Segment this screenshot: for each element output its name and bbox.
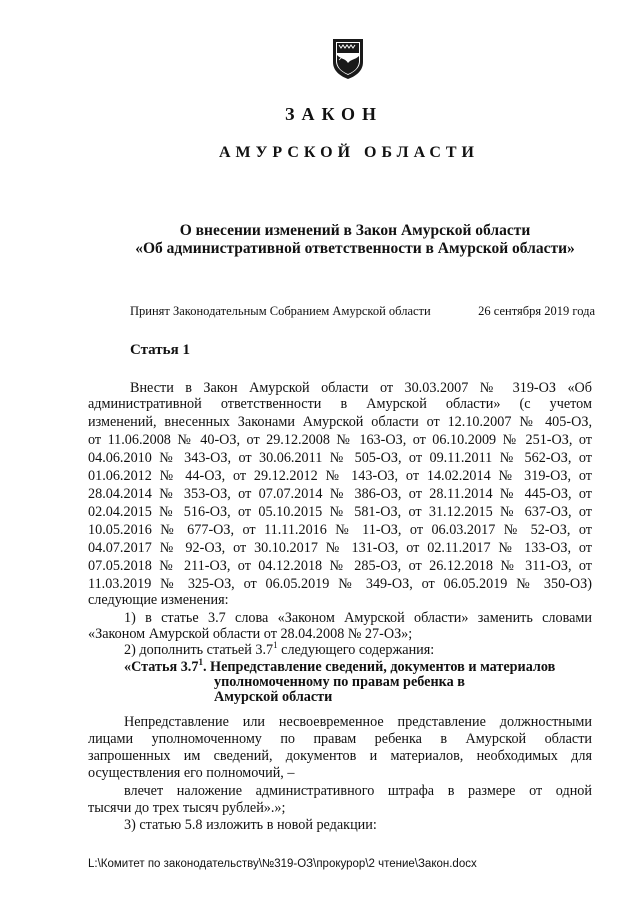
- article-line: 11.03.2019 № 325-ОЗ, от 06.05.2019 № 349-ОЗ, от 06.05.2019 № 350-ОЗ): [88, 576, 592, 592]
- article-line: 28.04.2014 № 353-ОЗ, от 07.07.2014 № 386-ОЗ, от 28.11.2014 № 445-ОЗ, от: [88, 486, 592, 502]
- file-path-footer: L:\Комитет по законодательству\№319-ОЗ\прокурор\2 чтение\Закон.docx: [88, 858, 477, 870]
- item-1-line-1: 1) в статье 3.7 слова «Законом Амурской области» заменить словами: [124, 610, 592, 626]
- item-2-text-end: следующего содержания:: [277, 642, 435, 658]
- amur-coat-of-arms-icon: [330, 36, 366, 80]
- adoption-text: Принят Законодательным Собранием Амурской области: [130, 304, 431, 318]
- article-line: изменений, внесенных Законами Амурской области от 12.10.2007 № 405-ОЗ,: [88, 414, 592, 430]
- item-3: 3) статью 5.8 изложить в новой редакции:: [124, 817, 377, 833]
- item-2-text: 2) дополнить статьей 3.7: [124, 642, 274, 658]
- article-line: от 11.06.2008 № 40-ОЗ, от 29.12.2008 № 163-ОЗ, от 06.10.2009 № 251-ОЗ, от: [88, 432, 592, 448]
- new-article-body-line: запрошенных им сведений, документов и материалов, необходимых для: [88, 748, 592, 764]
- article-line: следующие изменения:: [88, 592, 229, 608]
- document-type: ЗАКОН: [284, 104, 384, 124]
- adoption-date: 26 сентября 2019 года: [478, 304, 595, 318]
- new-article-prefix: «Статья 3.7: [124, 659, 199, 675]
- item-2-superscript: 1: [273, 640, 278, 650]
- new-article-body-line: осуществления его полномочий, –: [88, 765, 295, 781]
- article-line: 02.04.2015 № 516-ОЗ, от 05.10.2015 № 581-ОЗ, от 31.12.2015 № 637-ОЗ, от: [88, 504, 592, 520]
- item-1-line-2: «Законом Амурской области от 28.04.2008 № 27-ОЗ»;: [88, 626, 413, 642]
- article-line: 10.05.2016 № 677-ОЗ, от 11.11.2016 № 11-ОЗ, от 06.03.2017 № 52-ОЗ, от: [88, 522, 592, 538]
- penalty-line-1: влечет наложение административного штрафа в размере от одной: [124, 783, 592, 799]
- article-line: 07.05.2018 № 211-ОЗ, от 04.12.2018 № 285-ОЗ, от 26.12.2018 № 311-ОЗ, от: [88, 558, 592, 574]
- issuer: АМУРСКОЙ ОБЛАСТИ: [219, 144, 479, 161]
- new-article-body-line: лицами уполномоченному по правам ребенка в Амурской области: [88, 731, 592, 747]
- article-line: административной ответственности в Амурской области» (с учетом: [88, 396, 592, 412]
- article-line: 04.07.2017 № 92-ОЗ, от 30.10.2017 № 131-ОЗ, от 02.11.2017 № 133-ОЗ, от: [88, 540, 592, 556]
- article-line: 01.06.2012 № 44-ОЗ, от 29.12.2012 № 143-ОЗ, от 14.02.2014 № 319-ОЗ, от: [88, 468, 592, 484]
- new-article-heading: [124, 659, 628, 675]
- new-article-title-line-3: Амурской области: [214, 689, 333, 705]
- new-article-title: . Непредставление сведений, документов и материалов: [202, 659, 556, 675]
- penalty-line-2: тысячи до трех тысяч рублей».»;: [88, 800, 286, 816]
- article-line: 04.06.2010 № 343-ОЗ, от 30.06.2011 № 505-ОЗ, от 09.11.2011 № 562-ОЗ, от: [88, 450, 592, 466]
- adoption-statement: [130, 304, 595, 319]
- article-heading: Статья 1: [130, 342, 190, 358]
- law-title-line-2: «Об административной ответственности в Амурской области»: [135, 240, 575, 257]
- law-title-line-1: О внесении изменений в Закон Амурской области: [179, 222, 531, 239]
- new-article-superscript: 1: [198, 657, 203, 667]
- new-article-body-line: Непредставление или несвоевременное представление должностными: [124, 714, 592, 730]
- item-2: [124, 642, 628, 658]
- new-article-title-line-2: уполномоченному по правам ребенка в: [214, 674, 465, 690]
- article-line: Внести в Закон Амурской области от 30.03.2007 № 319-ОЗ «Об: [130, 380, 592, 396]
